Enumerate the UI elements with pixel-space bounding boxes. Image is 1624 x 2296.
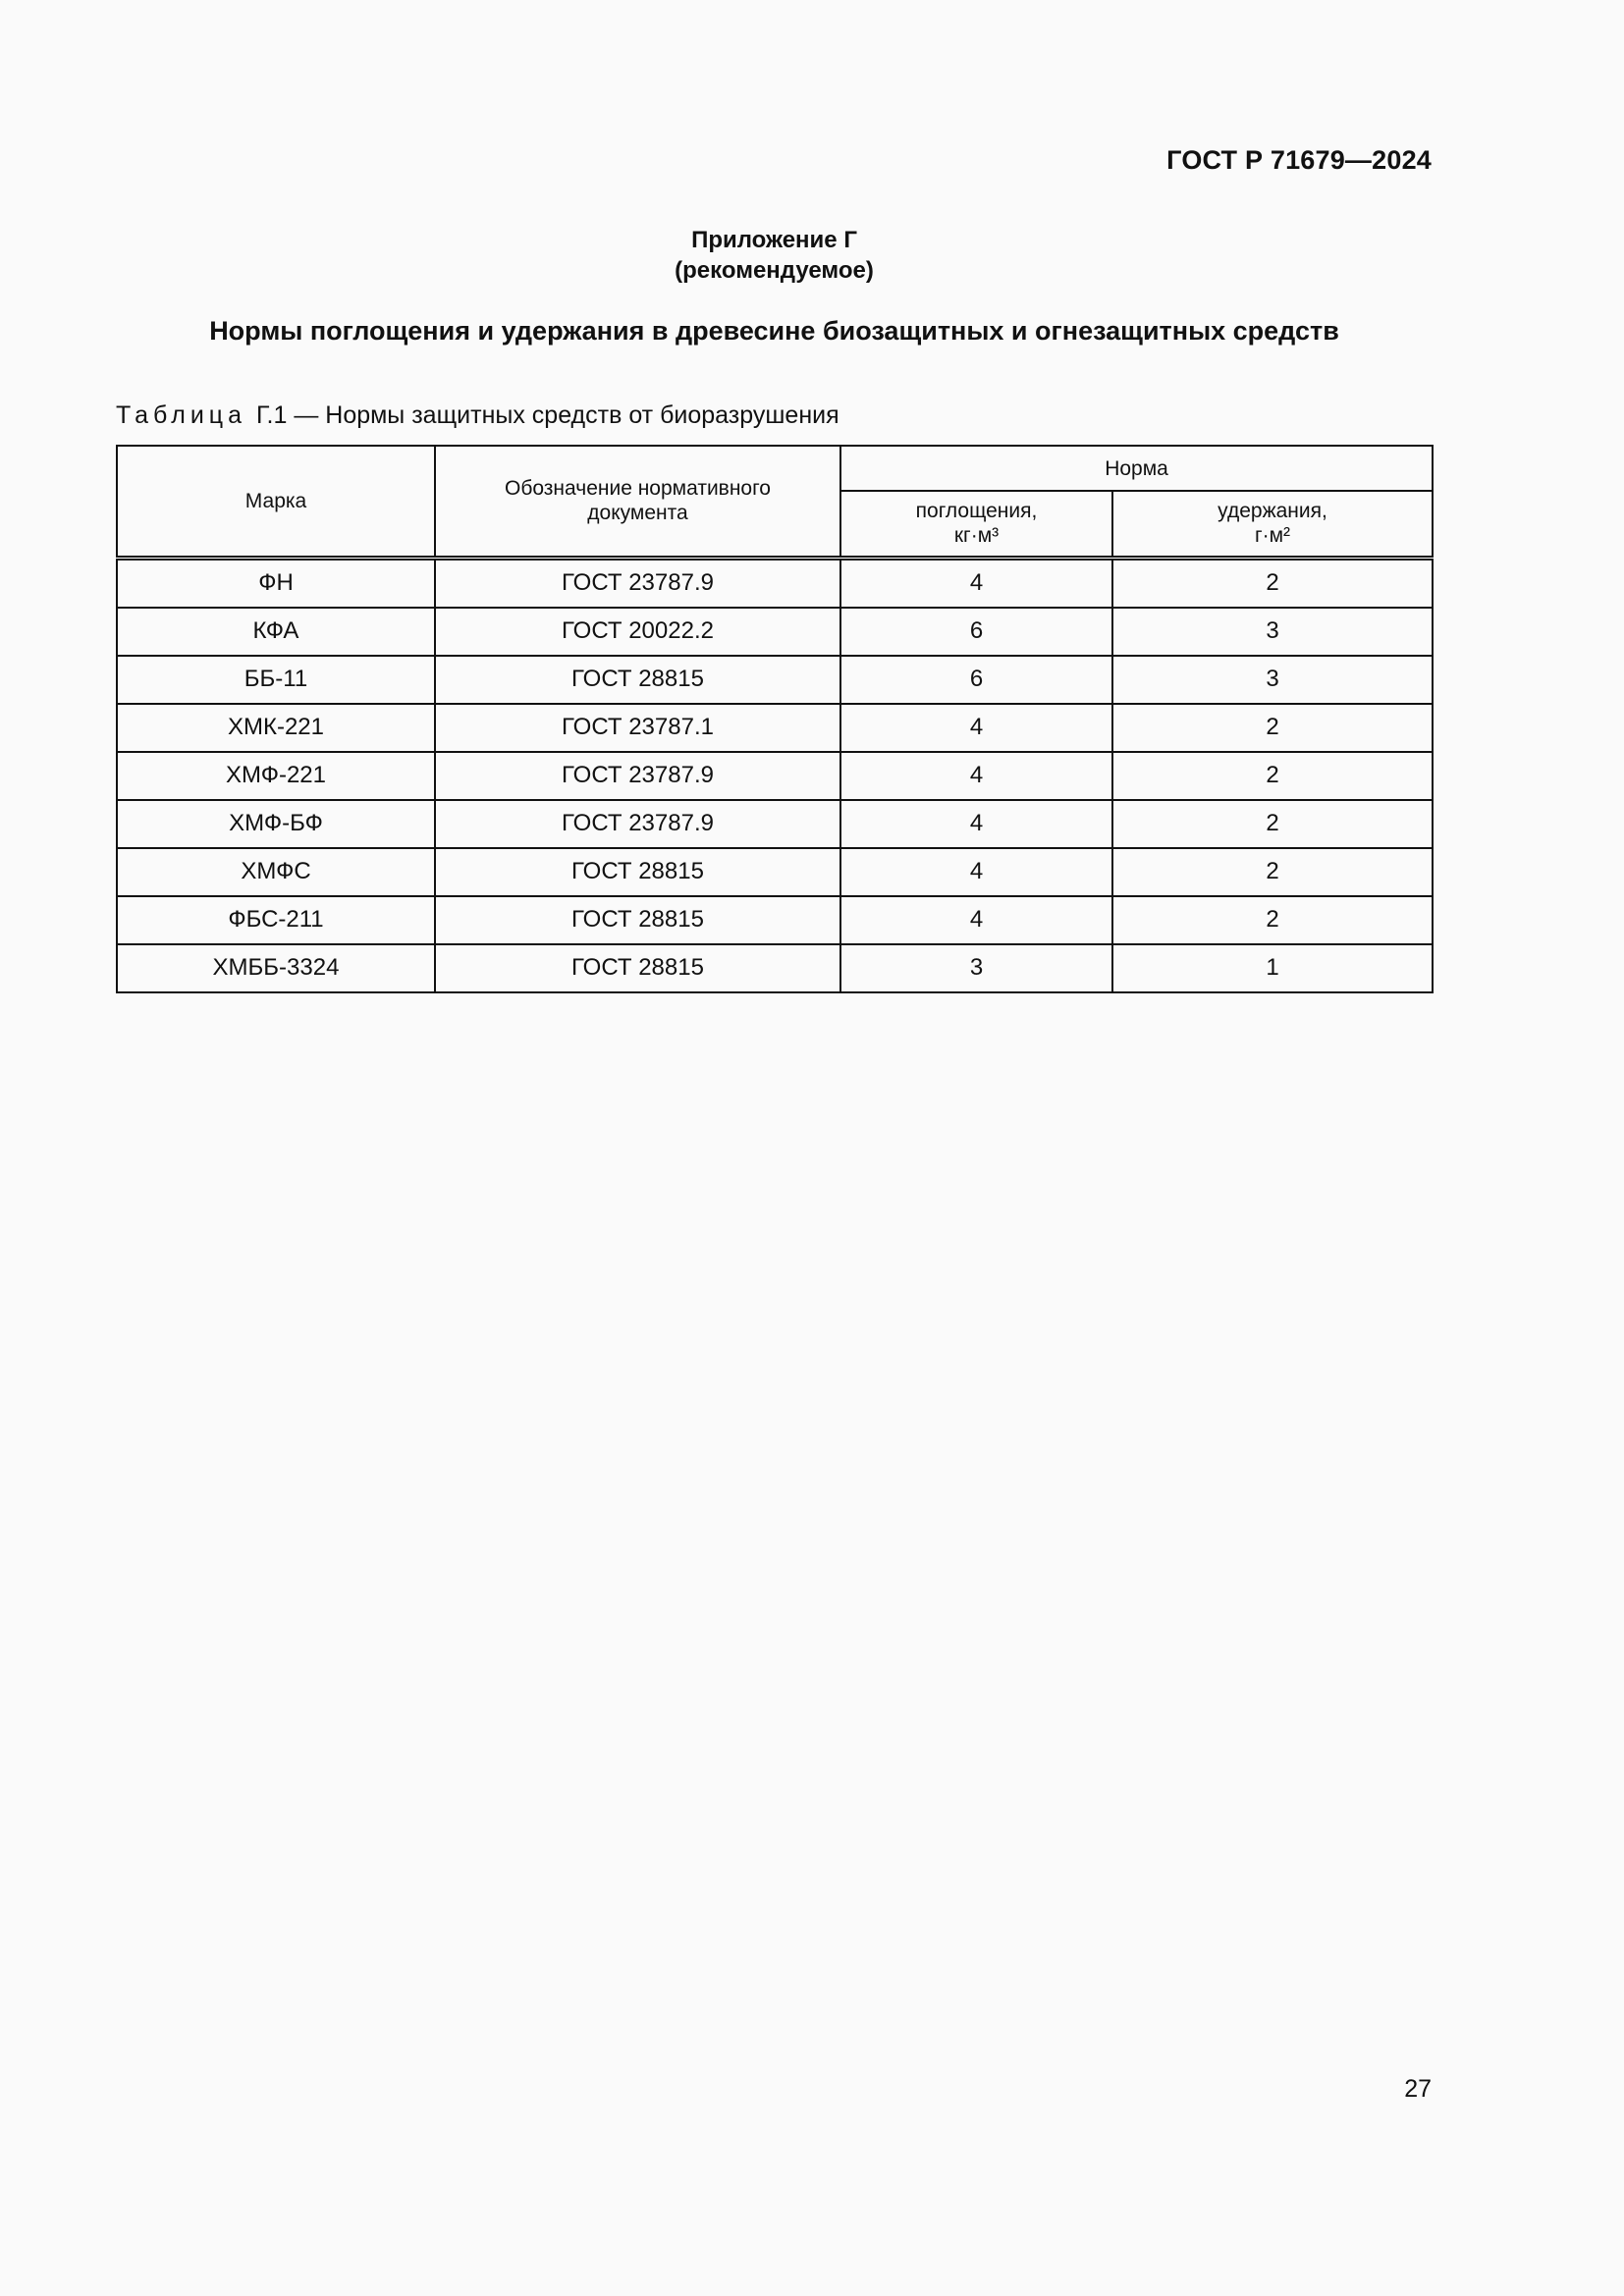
cell-document: ГОСТ 23787.9 bbox=[435, 752, 840, 800]
cell-document: ГОСТ 28815 bbox=[435, 656, 840, 704]
table-body bbox=[117, 558, 1433, 992]
table-row bbox=[117, 800, 1433, 848]
cell-absorption: 6 bbox=[840, 608, 1112, 656]
cell-retention: 2 bbox=[1112, 896, 1433, 944]
norms-table bbox=[116, 445, 1434, 993]
cell-grade: ХМББ-3324 bbox=[117, 944, 435, 992]
table-caption bbox=[116, 401, 839, 430]
cell-absorption: 4 bbox=[840, 800, 1112, 848]
cell-absorption: 4 bbox=[840, 752, 1112, 800]
cell-document: ГОСТ 23787.9 bbox=[435, 800, 840, 848]
cell-grade: ХМФС bbox=[117, 848, 435, 896]
header-document-text: Обозначение нормативного документа bbox=[505, 477, 771, 525]
cell-retention: 2 bbox=[1112, 800, 1433, 848]
header-absorption bbox=[840, 491, 1112, 558]
cell-document: ГОСТ 23787.1 bbox=[435, 704, 840, 752]
cell-absorption: 6 bbox=[840, 656, 1112, 704]
table-caption-text: Г.1 — Нормы защитных средств от биоразрушения bbox=[256, 401, 839, 429]
cell-document: ГОСТ 28815 bbox=[435, 944, 840, 992]
cell-absorption: 4 bbox=[840, 558, 1112, 608]
table-row bbox=[117, 848, 1433, 896]
cell-absorption: 4 bbox=[840, 848, 1112, 896]
cell-grade: ББ-11 bbox=[117, 656, 435, 704]
cell-retention: 2 bbox=[1112, 558, 1433, 608]
cell-grade: КФА bbox=[117, 608, 435, 656]
cell-retention: 2 bbox=[1112, 848, 1433, 896]
cell-retention: 2 bbox=[1112, 752, 1433, 800]
table-caption-prefix: Таблица bbox=[116, 401, 247, 429]
table-row bbox=[117, 704, 1433, 752]
cell-absorption: 4 bbox=[840, 896, 1112, 944]
cell-grade: ХМК-221 bbox=[117, 704, 435, 752]
cell-grade: ХМФ-221 bbox=[117, 752, 435, 800]
table-row bbox=[117, 944, 1433, 992]
cell-absorption: 4 bbox=[840, 704, 1112, 752]
header-retention-text: удержания, г·м² bbox=[1218, 500, 1327, 548]
cell-retention: 3 bbox=[1112, 656, 1433, 704]
cell-grade: ФБС-211 bbox=[117, 896, 435, 944]
cell-document: ГОСТ 28815 bbox=[435, 848, 840, 896]
cell-retention: 2 bbox=[1112, 704, 1433, 752]
cell-retention: 1 bbox=[1112, 944, 1433, 992]
appendix-status: (рекомендуемое) bbox=[675, 257, 874, 284]
table-row bbox=[117, 752, 1433, 800]
header-grade: Марка bbox=[117, 446, 435, 558]
table-row bbox=[117, 608, 1433, 656]
table-row bbox=[117, 656, 1433, 704]
table-row bbox=[117, 558, 1433, 608]
header-retention bbox=[1112, 491, 1433, 558]
cell-document: ГОСТ 20022.2 bbox=[435, 608, 840, 656]
appendix-title: Приложение Г bbox=[691, 227, 857, 253]
document-code: ГОСТ Р 71679—2024 bbox=[1166, 145, 1432, 175]
table-row bbox=[117, 896, 1433, 944]
page-title: Нормы поглощения и удержания в древесине биозащитных и огнезащитных средств bbox=[209, 316, 1339, 346]
cell-absorption: 3 bbox=[840, 944, 1112, 992]
header-absorption-text: поглощения, кг·м³ bbox=[915, 500, 1038, 548]
cell-document: ГОСТ 28815 bbox=[435, 896, 840, 944]
cell-grade: ХМФ-БФ bbox=[117, 800, 435, 848]
cell-retention: 3 bbox=[1112, 608, 1433, 656]
cell-grade: ФН bbox=[117, 558, 435, 608]
header-document bbox=[435, 446, 840, 558]
page-number: 27 bbox=[1404, 2075, 1432, 2103]
header-norm: Норма bbox=[840, 446, 1433, 491]
cell-document: ГОСТ 23787.9 bbox=[435, 558, 840, 608]
